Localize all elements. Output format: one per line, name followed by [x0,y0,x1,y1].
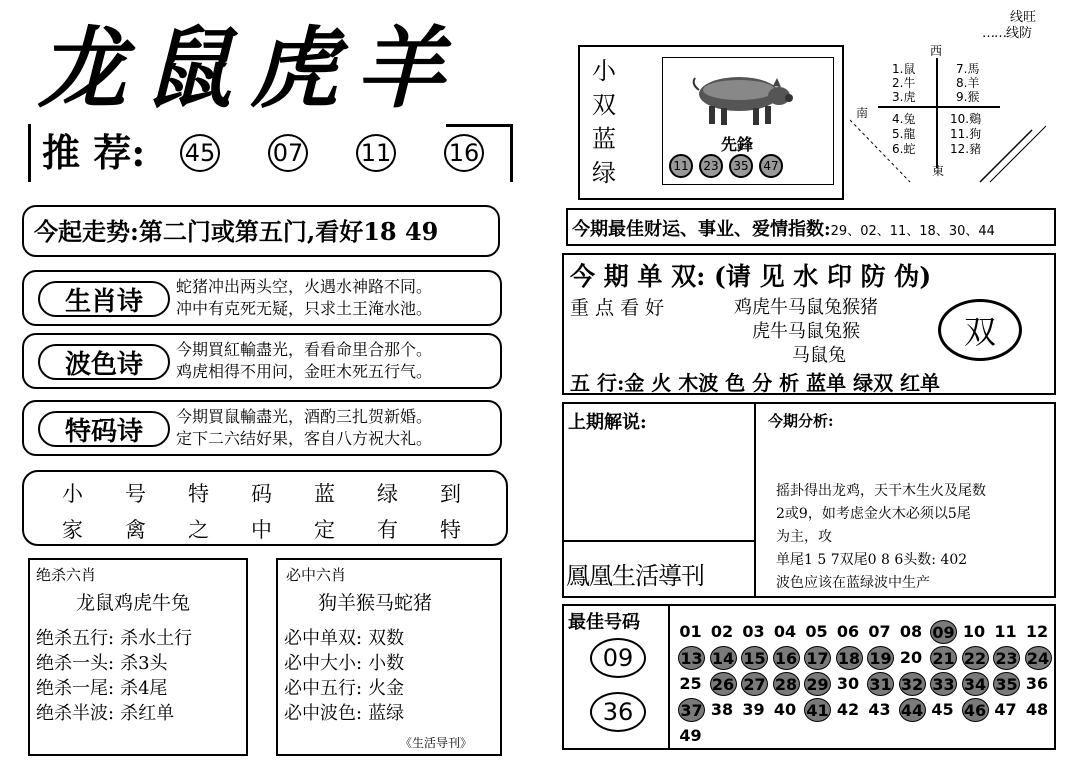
recommend-box [28,124,510,182]
stat-key: 必中大小: [284,653,363,674]
pioneer-side-char: 蓝 [592,125,616,153]
index-values: 29、02、11、18、30、44 [830,224,995,239]
best-grid [678,620,1056,750]
number-cell: 12 [1025,621,1049,641]
number-cell: 23 [993,646,1020,670]
poem-box [22,270,502,326]
compass-item: 6.蛇 [892,142,916,156]
number-cell: 25 [679,673,702,693]
compass-item: 8.羊 [956,76,980,90]
number-cell: 46 [962,698,989,722]
number-cell: 09 [930,620,957,644]
riddle-char: 中 [251,518,272,542]
number-cell: 39 [742,699,765,719]
stat-row [36,624,192,650]
stat-row [284,699,404,725]
riddle-char: 之 [188,518,209,542]
analysis-line: 2或9，如考虑金火木必须以5尾 [776,506,971,522]
riddle-char: 定 [314,518,335,542]
odd-even-line-3: 马鼠兔 [792,345,846,366]
number-cell: 16 [773,646,800,670]
riddle-char: 到 [440,482,461,506]
trend-text: 今起走势:第二门或第五门,看好18 49 [34,217,439,246]
number-cell: 31 [867,672,894,696]
number-cell: 17 [804,646,831,670]
riddle-char: 家 [62,518,83,542]
compass-item: 1.鼠 [892,62,916,76]
compass-lines [850,40,1060,190]
best-pick-2 [590,692,646,732]
odd-even-mark-text: 双 [963,313,996,351]
compass [850,40,1060,190]
poem-label: 特码诗 [38,411,170,447]
stat-key: 绝杀一尾: [36,678,115,699]
number-cell: 32 [899,672,926,696]
number-cell: 30 [836,673,860,693]
number-cell: 35 [993,672,1020,696]
compass-east: 東 [932,164,945,178]
number-cell: 41 [804,698,831,722]
number-cell: 38 [710,699,734,719]
odd-even-heading: 今 期 单 双: (请 见 水 印 防 伪) [570,262,932,291]
stat-key: 必中波色: [284,703,363,724]
recommend-label: 推 荐: [42,130,146,175]
stat-row [284,649,404,675]
number-cell: 22 [962,646,989,670]
stat-key: 绝杀半波: [36,703,115,724]
poem-label: 生肖诗 [38,281,170,317]
index-box [566,208,1056,246]
stat-value: 小数 [368,653,405,674]
riddle-char: 码 [251,482,272,506]
pioneer-side-char: 双 [592,91,616,119]
poem-box [22,333,502,389]
number-cell: 47 [994,699,1017,719]
stat-value: 杀3头 [120,653,168,674]
riddle-char: 蓝 [314,482,335,506]
odd-even-five: 五 行:金 火 木波 色 分 析 蓝单 绿双 红单 [570,371,941,395]
riddle-char: 小 [62,482,83,506]
number-cell: 08 [899,621,923,641]
index-row [572,215,995,241]
riddle-char: 特 [440,518,461,542]
stat-value: 双数 [368,628,405,649]
pioneer-number: 23 [699,154,723,178]
number-cell: 45 [931,699,954,719]
pioneer-inner [662,57,834,185]
compass-item: 10.鷄 [950,112,982,126]
number-cell: 37 [678,698,705,722]
number-cell: 48 [1025,699,1049,719]
number-cell: 26 [710,672,737,696]
stat-row [36,649,168,675]
riddle-char: 号 [125,482,146,506]
trend-box [22,205,500,257]
odd-even-focus: 重 点 看 好 [570,297,665,319]
poem-line: 今期買鼠輸盡光，酒酌三扎贺新婚。 [176,407,433,426]
poem-label: 波色诗 [38,344,170,380]
riddle-char: 绿 [377,482,398,506]
last-label: 上期解说: [568,412,647,433]
stat-value: 杀红单 [120,703,175,724]
kill-animals: 龙鼠鸡虎牛兔 [76,592,191,614]
stat-key: 必中单双: [284,628,363,649]
stat-value: 杀4尾 [120,678,168,699]
kill-box [28,558,248,756]
riddle-char: 禽 [125,518,146,542]
must-animals: 狗羊猴马蛇猪 [318,592,433,614]
recommend-number: 16 [444,134,484,172]
number-cell: 04 [773,621,797,641]
analysis-lines [776,480,1054,595]
number-cell: 33 [930,672,957,696]
pioneer-side-char: 小 [592,57,616,85]
compass-item: 3.虎 [892,90,916,104]
number-cell: 20 [899,647,923,667]
pioneer-number: 47 [759,154,783,178]
number-cell: 29 [804,672,831,696]
number-cell: 11 [994,621,1017,641]
compass-item: 2.牛 [892,76,916,90]
stat-value: 蓝绿 [368,703,405,724]
number-cell: 49 [679,725,702,745]
best-pick-1-text: 09 [602,644,634,672]
pioneer-box [578,45,844,200]
odd-even-line-1: 鸡虎牛马鼠兔猴猪 [734,297,878,318]
number-cell: 02 [710,621,734,641]
must-box [276,558,502,756]
number-cell: 44 [899,698,926,722]
must-footer: 《生活导刊》 [400,736,473,750]
number-cell: 42 [836,699,860,719]
stat-value: 杀水土行 [120,628,193,649]
analysis-box [562,402,1056,598]
number-cell: 28 [773,672,800,696]
recommend-number: 07 [268,134,308,172]
number-cell: 10 [962,621,986,641]
compass-item: 4.兔 [892,112,916,126]
stat-key: 绝杀五行: [36,628,115,649]
pioneer-side-char: 绿 [592,159,616,187]
riddle-char: 特 [188,482,209,506]
brand: 鳳凰生活導刊 [566,562,704,590]
riddle-row-1 [44,478,484,506]
this-label: 今期分析: [768,412,834,430]
number-cell: 06 [836,621,860,641]
number-cell: 19 [867,646,894,670]
index-label: 今期最佳财运、事业、爱情指数: [572,219,831,240]
number-cell: 21 [930,646,957,670]
number-cell: 18 [836,646,863,670]
poem-line: 蛇猪冲出两头空，火遇水神路不同。 [176,277,433,296]
corner-note-bottom: ……线防 [982,26,1033,41]
number-cell: 07 [868,621,891,641]
pioneer-label: 先鋒 [721,135,754,154]
compass-item: 9.猴 [956,90,980,104]
stat-key: 必中五行: [284,678,363,699]
riddle-char: 有 [377,518,398,542]
poem-box [22,400,502,456]
recommend-number: 45 [180,134,220,172]
recommend-number: 11 [356,134,396,172]
poem-line: 定下二六结好果，客自八方祝大礼。 [176,429,433,448]
number-cell: 27 [741,672,768,696]
analysis-line: 摇卦得出龙鸡，天干木生火及尾数 [776,483,986,499]
analysis-line: 为主，攻 [776,529,832,545]
number-cell: 36 [1025,673,1049,693]
pioneer-number: 11 [669,154,693,178]
compass-item: 5.龍 [892,127,916,141]
number-cell: 13 [678,646,705,670]
analysis-line: 单尾1 5 7双尾0 8 6头数: 402 [776,552,968,568]
number-cell: 14 [710,646,737,670]
pioneer-number: 35 [729,154,753,178]
corner-note-top: 线旺 [1010,10,1037,25]
compass-item: 11.狗 [950,127,982,141]
riddle-box [22,470,508,546]
number-cell: 40 [773,699,797,719]
number-cell: 15 [741,646,768,670]
number-cell: 05 [805,621,828,641]
stat-row [284,624,404,650]
page-title: 龙鼠虎羊 [38,16,463,120]
poem-line: 冲中有克死无疑，只求土王淹水池。 [176,299,433,318]
odd-even-line-2: 虎牛马鼠兔猴 [752,321,860,342]
best-pick-1 [590,638,646,678]
number-cell: 24 [1025,646,1052,670]
compass-item: 12.豬 [950,142,982,156]
pig-icon [685,64,793,130]
number-cell: 34 [962,672,989,696]
odd-even-box [562,253,1056,395]
stat-row [284,674,404,700]
stat-value: 火金 [368,678,405,699]
must-title: 必中六肖 [286,566,347,584]
best-pick-2-text: 36 [602,698,634,726]
number-cell: 01 [679,621,702,641]
best-label: 最佳号码 [568,612,640,633]
stat-key: 绝杀一头: [36,653,115,674]
stat-row [36,674,168,700]
corner-note-bottom-text: 线防 [1006,26,1033,41]
kill-title: 绝杀六肖 [36,566,97,584]
number-cell: 43 [868,699,891,719]
compass-south: 南 [856,106,869,120]
poem-line: 鸡虎相得不用问，金旺木死五行气。 [176,362,433,381]
best-box [562,604,1056,750]
riddle-row-2 [44,514,484,542]
pioneer-numbers [669,154,829,180]
odd-even-mark [938,299,1022,361]
compass-item: 7.馬 [956,62,980,76]
analysis-line: 波色应该在蓝绿波中生产 [776,575,930,591]
compass-west: 西 [930,44,943,58]
number-cell: 03 [742,621,765,641]
recommend-numbers [180,134,500,174]
stat-row [36,699,174,725]
poem-line: 今期買紅輸盡光，看看命里合那个。 [176,340,433,359]
